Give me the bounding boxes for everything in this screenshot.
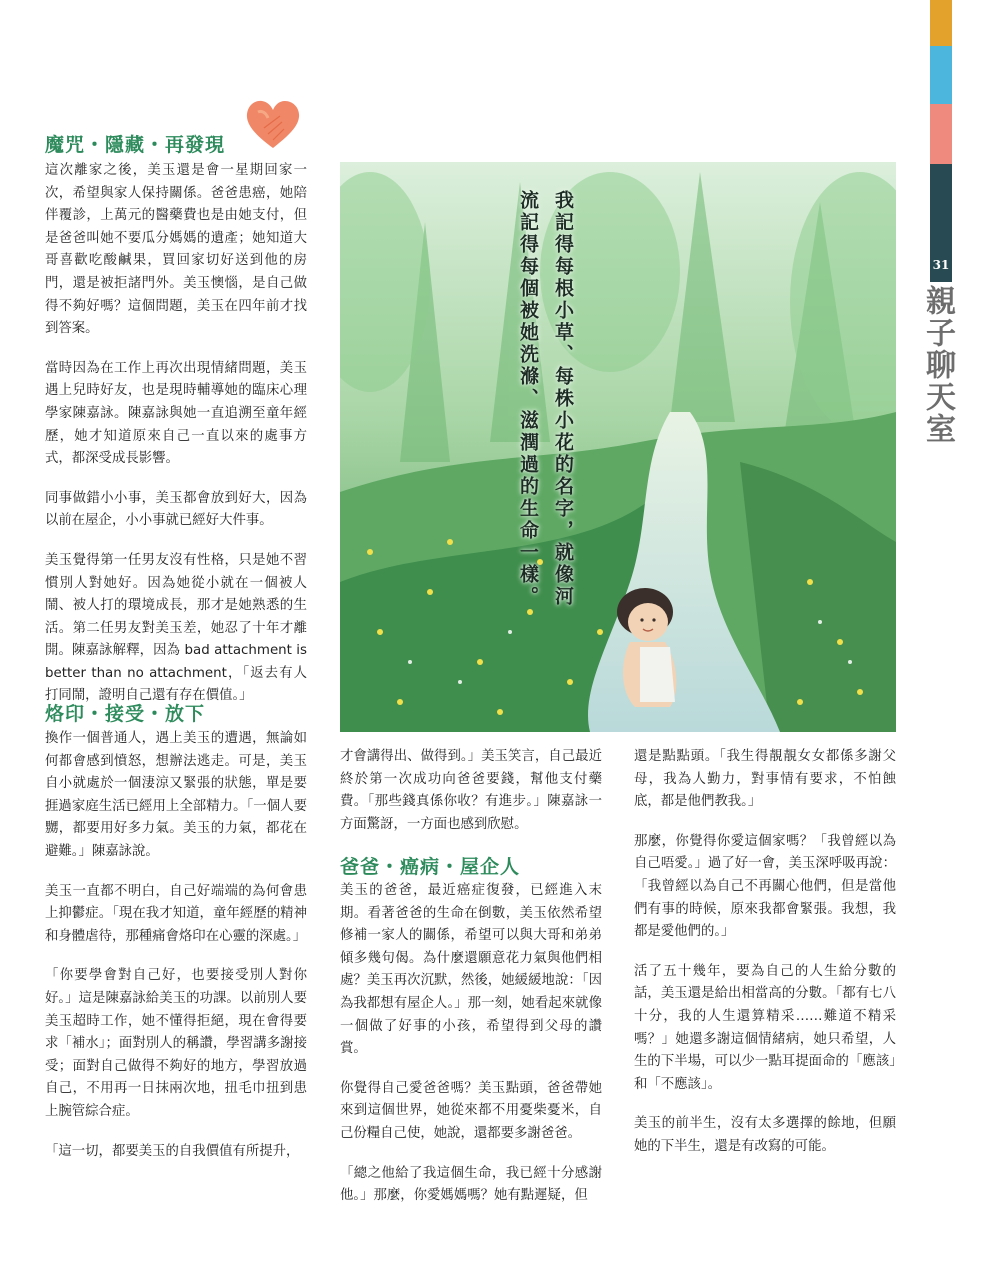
- right-column: [634, 746, 896, 1176]
- section-title: 親子聊天室: [920, 285, 955, 445]
- left-column-bottom: [45, 728, 307, 1180]
- left-paragraph-8: 「這一切，都要美玉的自我價值有所提升，: [45, 1143, 300, 1159]
- middle-paragraph-2: 美玉的爸爸，最近癌症復發，已經進入末期。看著爸爸的生命在倒數，美玉依然希望修補一家人的關係，希望可以與大哥和弟弟傾多幾句偈。為什麼還願意花力氣與他們相處？美玉再次沉默，然後，她緩緩地說：「因為我都想有屋企人。」那一刻，她看起來就像一個做了好事的小孩，希望得到父母的讚賞。: [340, 883, 602, 1057]
- illustration-quote-line-1: 我記得每根小草、每株小花的名字，就像河: [552, 190, 574, 608]
- left-paragraph-7: 「你要學會對自己好，也要接受別人對你好。」這是陳嘉詠給美玉的功課。以前別人要美玉超時工作，她不懂得拒絕，現在會得要求「補水」；面對別人的稱讚，學習講多謝接受；面對自己做得不夠好的地方，學習放過自己，不用再一日抹兩次地，扭毛巾扭到患上腕管綜合症。: [45, 968, 307, 1119]
- watercolor-illustration: [340, 162, 896, 732]
- heading-dad-cancer-family: 爸爸・癌病・屋企人: [340, 856, 521, 878]
- middle-column-bottom: [340, 880, 602, 1225]
- middle-column-top: [340, 746, 602, 853]
- left-paragraph-5: 換作一個普通人，遇上美玉的遭遇，無論如何都會感到憤怒，想辦法逃走。可是，美玉自小就處於一個淒涼又緊張的狀態，單是要捱過家庭生活已經用上全部精力。「一個人要嬲，都要用好多力氣。美玉的力氣，都花在避難。」陳嘉詠說。: [45, 731, 307, 859]
- illustration-quote-line-2: 流記得每個被她洗滌、滋潤過的生命一樣。: [517, 190, 539, 608]
- heart-icon: [244, 98, 302, 150]
- middle-paragraph-3: 你覺得自己愛爸爸嗎？美玉點頭，爸爸帶她來到這個世界，她從來都不用憂柴憂米，自己份糧自己使，她說，還都要多謝爸爸。: [340, 1080, 602, 1141]
- left-column-top: [45, 160, 307, 725]
- meadow-stream-image: [340, 162, 896, 732]
- color-tab-orange: [930, 0, 952, 46]
- left-paragraph-1: 這次離家之後，美玉還是會一星期回家一次，希望與家人保持關係。爸爸患癌，她陪伴覆診，上萬元的醫藥費也是由她支付，但是爸爸叫她不要瓜分媽媽的遺產；她知道大哥喜歡吃酸鹹果，買回家切好送到他的房門，還是被拒諸門外。美玉懊惱，是自己做得不夠好嗎？這個問題，美玉在四年前才找到答案。: [45, 163, 307, 337]
- left-paragraph-2: 當時因為在工作上再次出現情緒問題，美玉遇上兒時好友，也是現時輔導她的臨床心理學家陳嘉詠。陳嘉詠與她一直追溯至童年經歷，她才知道原來自己一直以來的處事方式，都深受成長影響。: [45, 360, 307, 467]
- right-paragraph-3: 活了五十幾年，要為自己的人生給分數的話，美玉還是給出相當高的分數。「都有七八十分，我的人生還算精采……難道不精采嗎？」她還多謝這個情緒病，她只希望，人生的下半場，可以少一點耳提面命的「應該」和「不應該」。: [634, 963, 896, 1092]
- color-tab-pink: [930, 104, 952, 164]
- right-paragraph-2: 那麼，你覺得你愛這個家嗎？「我曾經以為自己唔愛。」過了好一會，美玉深呼吸再說：「我曾經以為自己不再關心他們，但是當他們有事的時候，原來我都會緊張。我想，我都是愛他們的。」: [634, 833, 896, 940]
- left-paragraph-3: 同事做錯小小事，美玉都會放到好大，因為以前在屋企，小小事就已經好大件事。: [45, 490, 307, 529]
- middle-paragraph-4: 「總之他給了我這個生命，我已經十分感謝他。」那麼，你愛媽媽嗎？她有點遲疑，但: [340, 1165, 602, 1204]
- heading-brand-accept-letgo: 烙印・接受・放下: [45, 703, 206, 725]
- heading-curse-hidden-rediscover: 魔咒・隱藏・再發現: [45, 134, 226, 156]
- color-tab-blue: [930, 46, 952, 104]
- left-paragraph-4: 美玉覺得第一任男友沒有性格，只是她不習慣別人對她好。因為她從小就在一個被人鬧、被人打的環境成長，那才是她熟悉的生活。第二任男友對美玉差，她忍了十年才離開。陳嘉詠解釋，因為 bad attachment is better than no attachment，「返去有人打同鬧，證明自己還有存在價值。」: [45, 552, 307, 704]
- middle-paragraph-1: 才會講得出、做得到。」美玉笑言，自己最近終於第一次成功向爸爸要錢，幫他支付藥費。「那些錢真係你收？有進步。」陳嘉詠一方面驚訝，一方面也感到欣慰。: [340, 749, 602, 832]
- right-paragraph-1: 還是點點頭。「我生得靚靚女女都係多謝父母，我為人勤力，對事情有要求，不怕蝕底，都是他們教我。」: [634, 749, 896, 810]
- left-paragraph-6: 美玉一直都不明白，自己好端端的為何會患上抑鬱症。「現在我才知道，童年經歷的精神和身體虐待，那種痛會烙印在心靈的深處。」: [45, 883, 307, 944]
- page-number: 31: [932, 258, 950, 272]
- right-paragraph-4: 美玉的前半生，沒有太多選擇的餘地，但願她的下半生，還是有改寫的可能。: [634, 1116, 896, 1154]
